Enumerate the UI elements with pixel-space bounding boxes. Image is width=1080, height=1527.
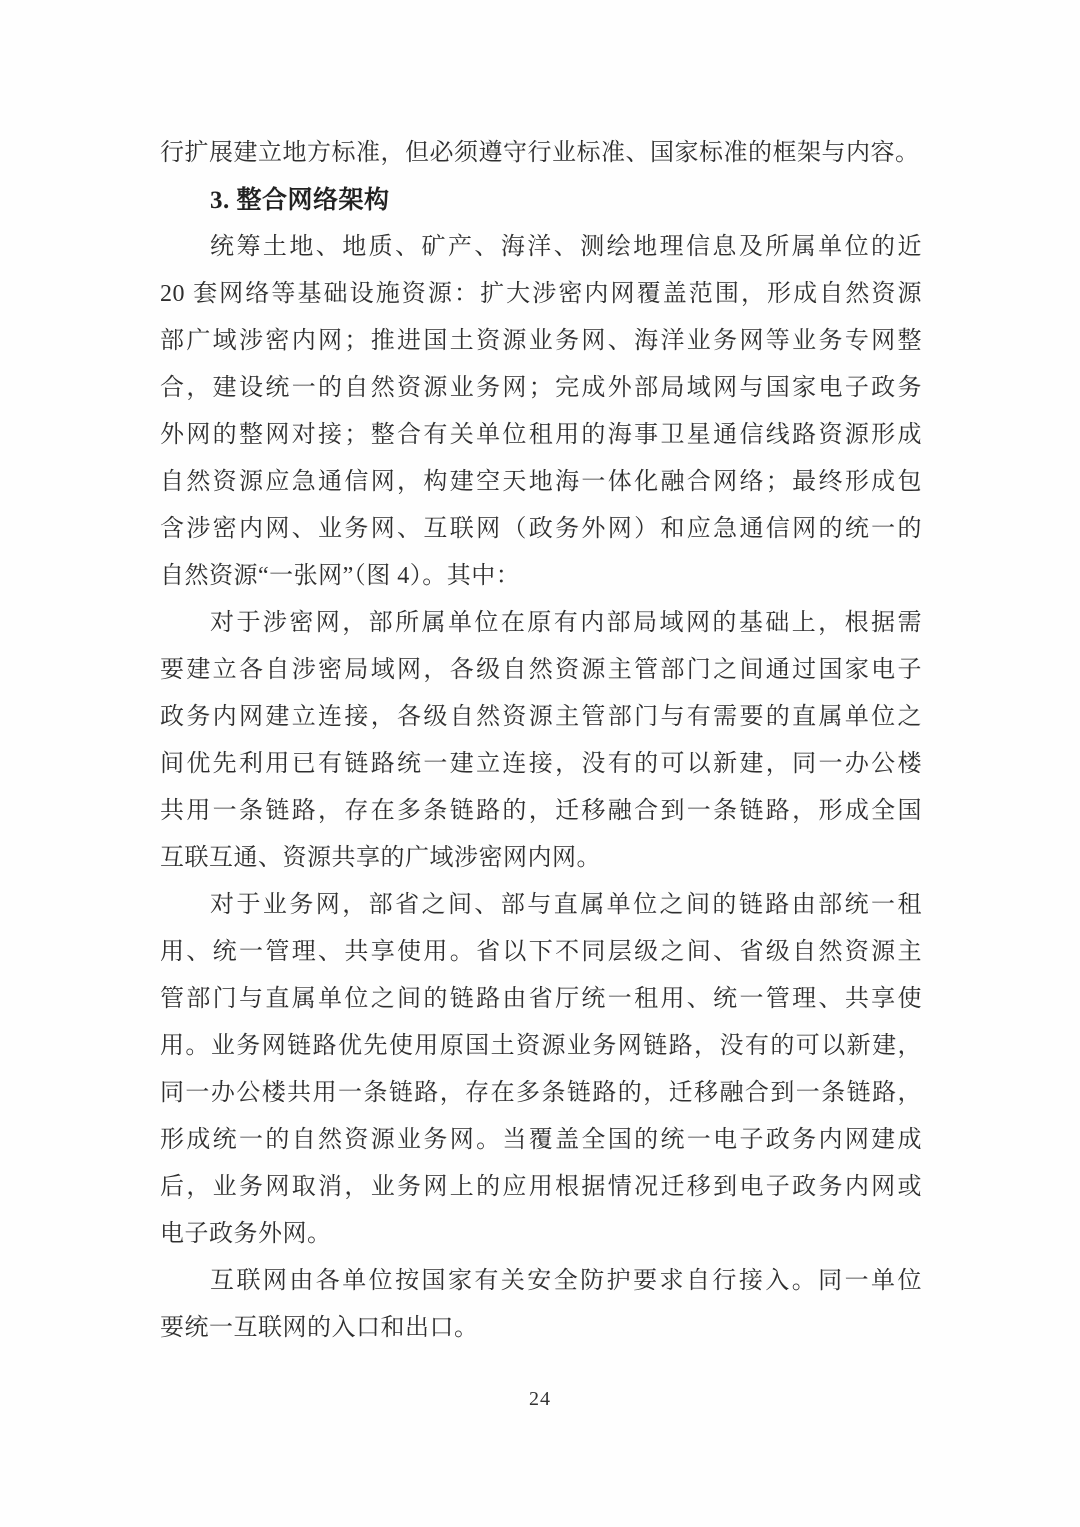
text-line: 20 套网络等基础设施资源：扩大涉密内网覆盖范围，形成自然资源 — [160, 281, 922, 307]
text-line: 间优先利用已有链路统一建立连接，没有的可以新建，同一办公楼 — [160, 751, 922, 777]
text-line: 要统一互联网的入口和出口。 — [160, 1315, 479, 1341]
text-line: 同一办公楼共用一条链路，存在多条链路的，迁移融合到一条链路， — [160, 1080, 922, 1106]
text-line: 对于涉密网，部所属单位在原有内部局域网的基础上，根据需 — [210, 610, 922, 636]
text-line: 用。业务网链路优先使用原国土资源业务网链路，没有的可以新建， — [160, 1033, 922, 1059]
text-line: 统筹土地、地质、矿产、海洋、测绘地理信息及所属单位的近 — [210, 234, 922, 260]
text-line: 管部门与直属单位之间的链路由省厅统一租用、统一管理、共享使 — [160, 986, 922, 1012]
text-line: 要建立各自涉密局域网，各级自然资源主管部门之间通过国家电子 — [160, 657, 922, 683]
text-line: 自然资源“一张网”（图 4）。其中： — [160, 563, 521, 589]
document-text-block — [160, 130, 922, 1352]
text-line: 互联互通、资源共享的广域涉密网内网。 — [160, 845, 601, 871]
text-line: 共用一条链路，存在多条链路的，迁移融合到一条链路，形成全国 — [160, 798, 922, 824]
text-line: 外网的整网对接；整合有关单位租用的海事卫星通信线路资源形成 — [160, 422, 922, 448]
text-line: 合，建设统一的自然资源业务网；完成外部局域网与国家电子政务 — [160, 375, 922, 401]
text-line: 用、统一管理、共享使用。省以下不同层级之间、省级自然资源主 — [160, 939, 922, 965]
section-heading: 3. 整合网络架构 — [210, 187, 390, 214]
page-number: 24 — [529, 1388, 551, 1410]
text-line: 互联网由各单位按国家有关安全防护要求自行接入。同一单位 — [210, 1268, 922, 1294]
text-line: 政务内网建立连接，各级自然资源主管部门与有需要的直属单位之 — [160, 704, 922, 730]
text-line: 部广域涉密内网；推进国土资源业务网、海洋业务网等业务专网整 — [160, 328, 922, 354]
text-line: 含涉密内网、业务网、互联网（政务外网）和应急通信网的统一的 — [160, 516, 922, 542]
text-line: 后，业务网取消，业务网上的应用根据情况迁移到电子政务内网或 — [160, 1174, 922, 1200]
text-line: 电子政务外网。 — [160, 1221, 332, 1247]
text-line: 自然资源应急通信网，构建空天地海一体化融合网络；最终形成包 — [160, 469, 922, 495]
text-line: 形成统一的自然资源业务网。当覆盖全国的统一电子政务内网建成 — [160, 1127, 922, 1153]
text-line: 行扩展建立地方标准，但必须遵守行业标准、国家标准的框架与内容。 — [160, 140, 920, 166]
text-line: 对于业务网，部省之间、部与直属单位之间的链路由部统一租 — [210, 892, 922, 918]
